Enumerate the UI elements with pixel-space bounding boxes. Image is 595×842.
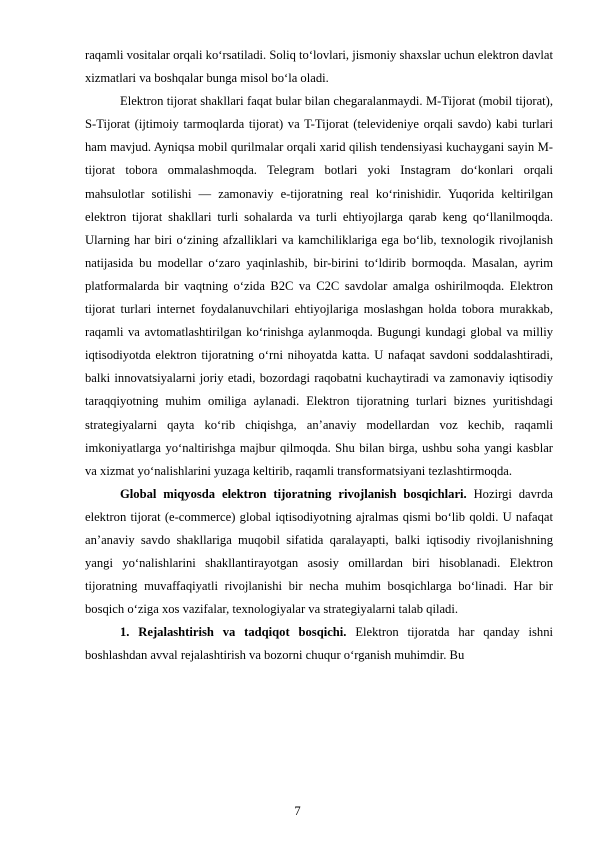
paragraph-ecommerce-forms: Elektron tijorat shakllari faqat bular bilan chegaralanmaydi. M-Tijorat (mobil tijorat), S-Tijorat (ijtimoiy tarmoqlarda tijorat) va T-Tijorat (televideniye orqali savdo) kabi turlari ham mavjud. Ayniqsa mobil qurilmalar orqali xarid qilish tendensiyasi kuchaygani sayin M-tijorat tobora ommalashmoqda. Telegram botlari yoki Instagram do‘konlari orqali mahsulotlar sotilishi — zamonaviy e-tijoratning real ko‘rinishidir. Yuqorida keltirilgan elektron tijorat shakllari turli sohalarda va turli ehtiyojlarga qarab keng qo‘llanilmoqda. Ularning har biri o‘zining afzalliklari va kamchiliklariga ega bo‘lib, texnologik rivojlanish natijasida bu modellar o‘zaro yaqinlashib, bir-birini to‘ldirib bormoqda. Masalan, ayrim platformalarda bir vaqtning o‘zida B2C va C2C savdolar amalga oshirilmoqda. Elektron tijorat turlari internet foydalanuvchilari ehtiyojlariga moslashgan holda tobora murakkab, raqamli va avtomatlashtirilgan ko‘rinishga aylanmoqda. Bugungi kundagi global va milliy iqtisodiyotda elektron tijoratning o‘rni nihoyatda katta. U nafaqat savdoni soddalashtiradi, balki innovatsiyalarni joriy etadi, bozordagi raqobatni kuchaytiradi va zamonaviy iqtisodiy taraqqiyotning muhim omiliga aylanadi. Elektron tijoratning turlari biznes yuritishdagi strategiyalarni qayta ko‘rib chiqishga, an’anaviy modellardan voz kechib, raqamli imkoniyatlarga yo‘naltirishga majbur qilmoqda. Shu bilan birga, ushbu soha yangi kasblar va xizmat yo‘nalishlarini yuzaga keltirib, raqamli transformatsiyani tezlashtirmoqda. — [85, 94, 553, 478]
paragraph-global-stages — [85, 483, 553, 622]
paragraph-global-stages-text: Hozirgi davrda elektron tijorat (e-commerce) global iqtisodiyotning ajralmas qismi bo‘lib qoldi. U nafaqat an’anaviy savdo shakllariga muqobil sifatida qaralayapti, balki iqtisodiy rivojlanishning yangi yo‘nalishlarini shakllantirayotgan asosiy omillardan biri hisoblanadi. Elektron tijoratning muvaffaqiyatli rivojlanishi bir necha muhim bosqichlarga bo‘linadi. Har bir bosqich o‘ziga xos vazifalar, texnologiyalar va strategiyalarni talab qiladi. — [85, 486, 553, 617]
paragraph-planning-stage-text: Elektron tijoratda har qanday ishni boshlashdan avval rejalashtirish va bozorni chuqur o‘rganish muhimdir. Bu — [85, 625, 554, 663]
section-heading-global-stages: Global miqyosda elektron tijoratning rivojlanish bosqichlari. — [120, 486, 467, 501]
paragraph-planning-stage — [85, 621, 553, 667]
document-body — [85, 44, 553, 668]
section-heading-planning-stage: 1. Rejalashtirish va tadqiqot bosqichi. — [120, 625, 347, 640]
page-number: 7 — [294, 804, 301, 818]
paragraph-continuation: raqamli vositalar orqali ko‘rsatiladi. Soliq to‘lovlari, jismoniy shaxslar uchun elektron davlat xizmatlari va boshqalar bunga misol bo‘la oladi. — [85, 48, 553, 86]
